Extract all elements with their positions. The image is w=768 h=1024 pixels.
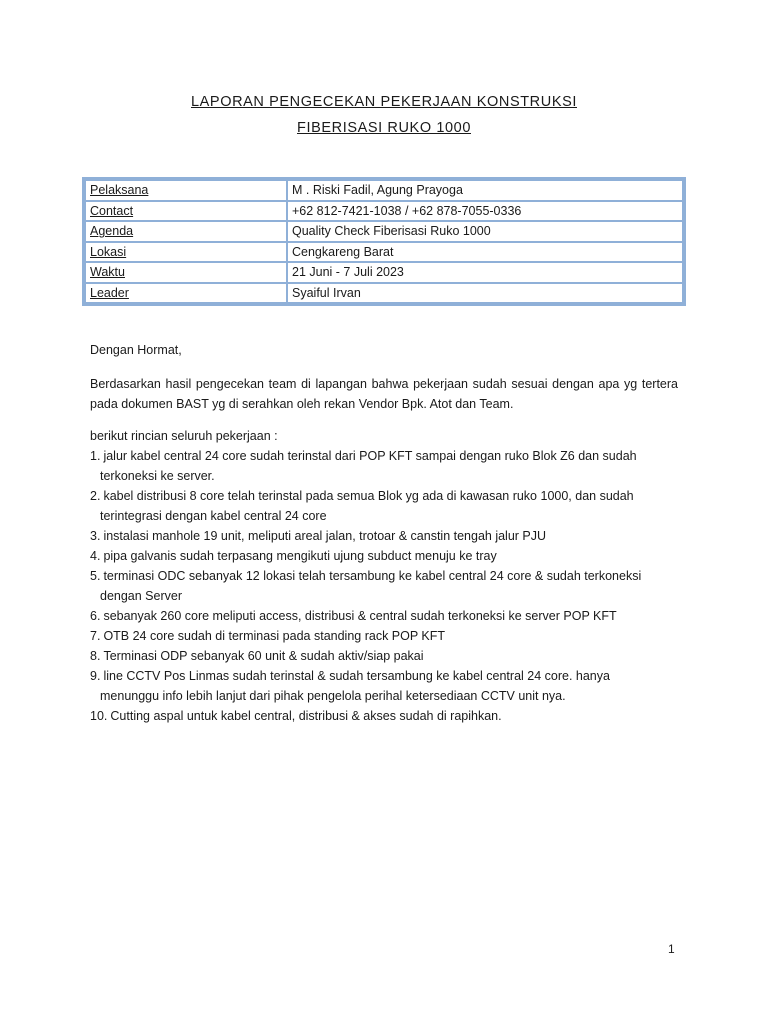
list-item-number: 10.	[90, 709, 108, 723]
info-value: 21 Juni - 7 Juli 2023	[287, 262, 683, 283]
info-value: Quality Check Fiberisasi Ruko 1000	[287, 221, 683, 242]
info-row-pelaksana	[85, 180, 683, 201]
info-value: Syaiful Irvan	[287, 283, 683, 304]
greeting: Dengan Hormat,	[90, 343, 182, 357]
list-item	[90, 446, 678, 486]
info-key: Contact	[85, 201, 287, 222]
list-item-text: kabel distribusi 8 core telah terinstal pada semua Blok yg ada di kawasan ruko 1000, dan sudah	[103, 489, 634, 503]
list-item-continuation: terintegrasi dengan kabel central 24 core	[100, 509, 327, 523]
list-item-text: Terminasi ODP sebanyak 60 unit & sudah aktiv/siap pakai	[103, 649, 424, 663]
document-title: LAPORAN PENGECEKAN PEKERJAAN KONSTRUKSI	[191, 94, 577, 110]
info-row-leader	[85, 283, 683, 304]
list-intro: berikut rincian seluruh pekerjaan :	[90, 429, 278, 443]
info-row-contact	[85, 201, 683, 222]
info-value: Cengkareng Barat	[287, 242, 683, 263]
list-item-text: jalur kabel central 24 core sudah terinstal dari POP KFT sampai dengan ruko Blok Z6 dan sudah	[103, 449, 637, 463]
intro-paragraph: Berdasarkan hasil pengecekan team di lapangan bahwa pekerjaan sudah sesuai dengan apa yg tertera pada dokumen BAST yg di serahkan oleh rekan Vendor Bpk. Atot dan Team.	[90, 377, 678, 411]
info-row-agenda	[85, 221, 683, 242]
list-item-continuation: menunggu info lebih lanjut dari pihak pengelola perihal ketersediaan CCTV unit nya.	[100, 689, 566, 703]
info-value: +62 812-7421-1038 / +62 878-7055-0336	[287, 201, 683, 222]
list-item	[90, 546, 678, 566]
list-item-number: 8.	[90, 649, 101, 663]
list-item-number: 3.	[90, 529, 101, 543]
list-item-number: 6.	[90, 609, 101, 623]
document-subtitle: FIBERISASI RUKO 1000	[297, 120, 471, 136]
list-item	[90, 606, 678, 626]
list-item-number: 2.	[90, 489, 101, 503]
list-item-text: instalasi manhole 19 unit, meliputi areal jalan, trotoar & canstin tengah jalur PJU	[103, 529, 547, 543]
info-key: Pelaksana	[85, 180, 287, 201]
list-item	[90, 646, 678, 666]
list-item-text: line CCTV Pos Linmas sudah terinstal & sudah tersambung ke kabel central 24 core. hanya	[103, 669, 610, 683]
info-value: M . Riski Fadil, Agung Prayoga	[287, 180, 683, 201]
list-item-number: 7.	[90, 629, 101, 643]
list-item	[90, 486, 678, 526]
list-item-text: Cutting aspal untuk kabel central, distribusi & akses sudah di rapihkan.	[110, 709, 502, 723]
list-item-number: 4.	[90, 549, 101, 563]
info-row-lokasi	[85, 242, 683, 263]
info-key: Waktu	[85, 262, 287, 283]
list-item	[90, 666, 678, 706]
work-items-list	[90, 446, 678, 726]
info-key: Leader	[85, 283, 287, 304]
list-item	[90, 706, 678, 726]
info-key: Lokasi	[85, 242, 287, 263]
list-item-text: sebanyak 260 core meliputi access, distribusi & central sudah terkoneksi ke server POP KFT	[103, 609, 617, 623]
page-number: 1	[668, 942, 675, 956]
list-item-number: 1.	[90, 449, 101, 463]
list-item-continuation: terkoneksi ke server.	[100, 469, 215, 483]
list-item	[90, 626, 678, 646]
list-item-text: terminasi ODC sebanyak 12 lokasi telah tersambung ke kabel central 24 core & sudah terkoneksi	[103, 569, 642, 583]
list-item-text: OTB 24 core sudah di terminasi pada standing rack POP KFT	[103, 629, 446, 643]
info-row-waktu	[85, 262, 683, 283]
info-key: Agenda	[85, 221, 287, 242]
list-item-number: 5.	[90, 569, 101, 583]
list-item-text: pipa galvanis sudah terpasang mengikuti ujung subduct menuju ke tray	[103, 549, 497, 563]
info-table	[82, 177, 686, 306]
list-item-number: 9.	[90, 669, 101, 683]
list-item-continuation: dengan Server	[100, 589, 183, 603]
list-item	[90, 566, 678, 606]
list-item	[90, 526, 678, 546]
